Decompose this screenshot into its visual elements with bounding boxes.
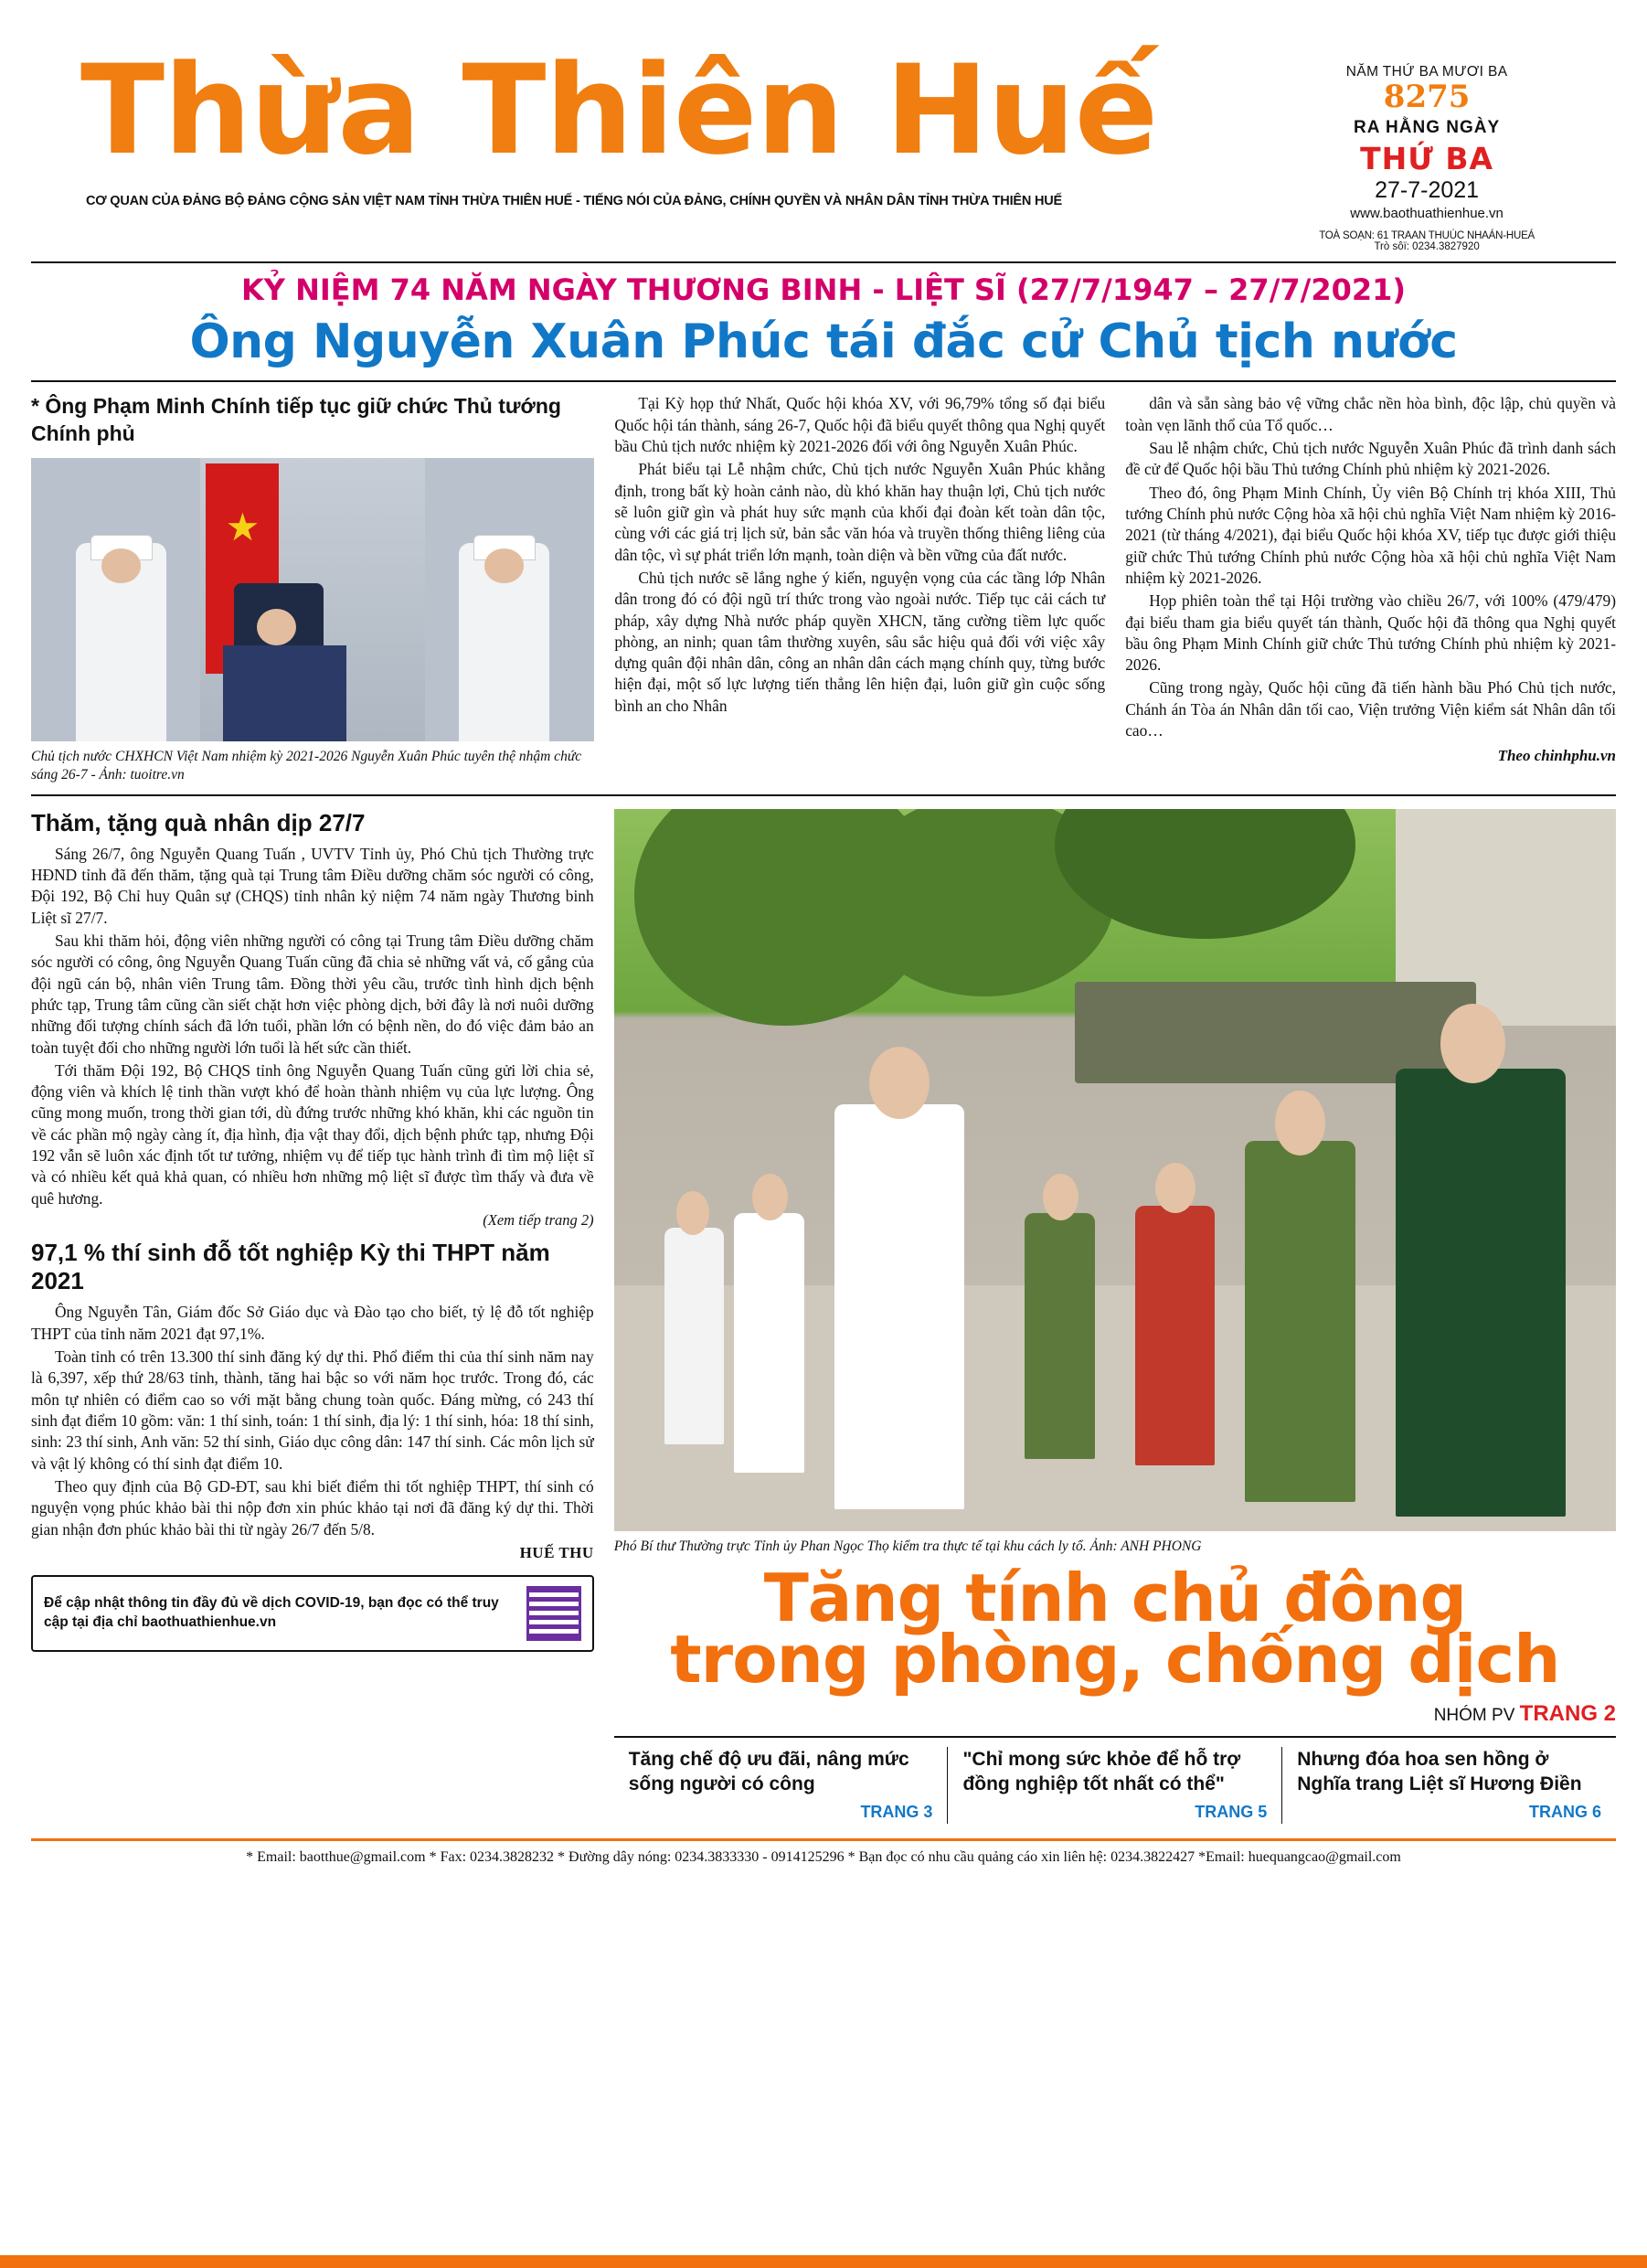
teaser-row xyxy=(614,1736,1616,1824)
story-visit-paragraph: Sáng 26/7, ông Nguyễn Quang Tuấn , UVTV Tỉnh ủy, Phó Chủ tịch Thường trực HĐND tỉnh đã đến thăm, tặng quà tại Trung tâm Điều dưỡng chăm sóc người có công, Đội 192, Bộ Chỉ huy Quân sự (CHQS) tỉnh nhân kỷ niệm 74 năm ngày Thương binh Liệt sĩ 27/7. xyxy=(31,844,594,927)
story-visit-paragraph: Sau khi thăm hỏi, động viên những người có công tại Trung tâm Điều dưỡng chăm sóc người có công, ông Nguyễn Quang Tuấn cũng đã chia sẻ những vất vả, cố gắng của đội ngũ cán bộ, nhân viên Trung tâm. Đồng thời yêu cầu, trước tình hình dịch bệnh phức tạp, Trung tâm cũng cần siết chặt hơn việc phòng dịch, bởi đây là nơi nuôi dưỡng những đối tượng chính sách đã lớn tuổi, phần lớn có bệnh nền, do đó việc đảm bảo an toàn tuyệt đối cho những người lớn tuổi là hết sức cần thiết. xyxy=(31,931,594,1057)
headline-divider xyxy=(31,380,1616,382)
publication-year-line: NĂM THỨ BA MƯƠI BA xyxy=(1345,64,1508,80)
feature-title-line-2[interactable]: trong phòng, chống dịch xyxy=(670,1621,1560,1698)
bottom-accent-bar xyxy=(0,2255,1647,2268)
story-exam-heading[interactable]: 97,1 % thí sinh đỗ tốt nghiệp Kỳ thi THPT năm 2021 xyxy=(31,1239,550,1295)
continue-note[interactable]: (Xem tiếp trang 2) xyxy=(483,1211,594,1230)
section-divider xyxy=(31,794,1616,796)
top-story-photo: ★ xyxy=(31,458,594,741)
feature-title-line-1[interactable]: Tăng tính chủ đông xyxy=(763,1559,1466,1636)
top-story-kicker: * Ông Phạm Minh Chính tiếp tục giữ chức Thủ tướng Chính phủ xyxy=(31,394,561,445)
footer-contact: * Email: baotthue@gmail.com * Fax: 0234.3828232 * Đường dây nóng: 0234.3833330 - 0914125296 * Bạn đọc có nhu cầu quảng cáo xin liên hệ: 0234.3822427 *Email: huequangcao@gmail.com xyxy=(246,1848,1401,1865)
qr-code-icon[interactable] xyxy=(526,1586,581,1641)
masthead-subtitle: CƠ QUAN CỦA ĐẢNG BỘ ĐẢNG CỘNG SẢN VIỆT NAM TỈNH THỪA THIÊN HUẾ - TIẾNG NÓI CỦA ĐẢNG, CHÍNH QUYỀN VÀ NHÂN DÂN TỈNH THỪA THIÊN HUẾ xyxy=(86,193,1062,208)
top-story-source: Theo chinhphu.vn xyxy=(1497,747,1617,765)
office-phone: Trò sôï: 0234.3827920 xyxy=(1374,241,1480,253)
top-story-paragraph: Theo đó, ông Phạm Minh Chính, Ủy viên Bộ Chính trị khóa XIII, Thủ tướng Chính phủ nước Cộng hòa xã hội chủ nghĩa Việt Nam nhiệm kỳ 2016-2021 (từ tháng 4/2021), đại biểu Quốc hội khóa XV, tiếp tục được giới thiệu giữ chức Thủ tướng Chính phủ nước Cộng hòa xã hội chủ nghĩa Việt Nam nhiệm kỳ 2021-2026. xyxy=(1125,483,1617,587)
teaser-page[interactable]: TRANG 5 xyxy=(1195,1803,1268,1822)
teaser-page[interactable]: TRANG 3 xyxy=(860,1803,933,1822)
publication-weekday: THỨ BA xyxy=(1360,141,1494,177)
teaser-text: "Chỉ mong sức khỏe để hỗ trợ đồng nghiệp tốt nhất có thể" xyxy=(962,1748,1241,1794)
top-story-paragraph: Phát biểu tại Lễ nhậm chức, Chủ tịch nước Nguyễn Xuân Phúc khẳng định, trong bất kỳ hoàn cảnh nào, dù khó khăn hay thuận lợi, Chủ tịch nước sẽ luôn giữ gìn và phát huy sức mạnh của khối đại đoàn kết toàn dân tộc, cùng với các giá trị lịch sử, bản sắc văn hóa và truyền thống thiêng liêng của dân tộc, vì sự phát triển lớn mạnh, toàn diện và bền vững của đất nước. xyxy=(614,460,1106,564)
covid-info-box xyxy=(31,1575,594,1652)
right-column xyxy=(614,809,1616,1824)
publication-frequency: RA HẰNG NGÀY xyxy=(1354,118,1501,138)
top-story-paragraph: Sau lễ nhậm chức, Chủ tịch nước Nguyễn Xuân Phúc đã trình danh sách đề cử để Quốc hội bầu Thủ tướng Chính phủ nhiệm kỳ 2021-2026. xyxy=(1125,439,1617,479)
teaser-text: Tăng chế độ ưu đãi, nâng mức sống người có công xyxy=(628,1748,909,1794)
top-story-paragraph: Cũng trong ngày, Quốc hội cũng đã tiến hành bầu Phó Chủ tịch nước, Chánh án Tòa án Nhân dân tối cao, Viện trưởng Viện kiểm sát Nhân dân tối cao… xyxy=(1125,678,1617,740)
website-url[interactable]: www.baothuathienhue.vn xyxy=(1350,206,1504,222)
teaser-item[interactable] xyxy=(947,1747,1281,1824)
feature-credit xyxy=(614,1701,1616,1727)
story-exam-paragraph: Toàn tỉnh có trên 13.300 thí sinh đăng ký dự thi. Phổ điểm thi của thí sinh năm nay là 6,397, xếp thứ 28/63 tỉnh, thành, tăng hai bậc so với năm học trước. Trong đó, các môn tự nhiên có điểm cao so với mặt bằng chung toàn quốc. Đáng mừng, có 243 thí sinh đạt điểm 10 gồm: văn: 1 thí sinh, toán: 1 thí sinh, địa lý: 1 thí sinh, hóa: 18 thí sinh, sinh: 23 thí sinh, Anh văn: 52 thí sinh, Giáo dục công dân: 147 thí sinh. Các môn lịch sử và vật lý không có thí sinh đạt điểm 10. xyxy=(31,1347,594,1473)
masthead-left xyxy=(31,22,1238,208)
top-story xyxy=(31,393,1616,784)
story-exam-paragraph: Theo quy định của Bộ GD-ĐT, sau khi biết điểm thi tốt nghiệp THPT, thí sinh có nguyện vọng phúc khảo bài thi nộp đơn xin phúc khảo tại nơi đã đăng ký dự thi. Thời gian nhận đơn phúc khảo bài thi từ ngày 26/7 đến 5/8. xyxy=(31,1476,594,1539)
teaser-text: Nhưng đóa hoa sen hồng ở Nghĩa trang Liệt sĩ Hương Điền xyxy=(1297,1748,1582,1794)
teaser-item[interactable] xyxy=(1281,1747,1616,1824)
top-story-column-2 xyxy=(614,393,1105,784)
lower-section xyxy=(31,809,1616,1824)
top-story-column-1 xyxy=(31,393,594,784)
left-column xyxy=(31,809,594,1824)
teaser-page[interactable]: TRANG 6 xyxy=(1528,1803,1601,1822)
top-story-column-3 xyxy=(1125,393,1616,784)
newspaper-title: Thừa Thiên Huế xyxy=(80,38,1158,182)
publication-date: 27-7-2021 xyxy=(1375,177,1480,204)
masthead-right xyxy=(1238,22,1616,252)
top-story-paragraph: Họp phiên toàn thể tại Hội trường vào chiều 26/7, với 100% (479/479) đại biểu tham gia biểu quyết tán thành, Quốc hội đã thông qua Nghị quyết bầu ông Phạm Minh Chính giữ chức Thủ tướng Chính phủ nhiệm kỳ 2021-2026. xyxy=(1125,591,1617,675)
story-exam-byline: HUẾ THU xyxy=(519,1543,594,1561)
feature-photo-caption: Phó Bí thư Thường trực Tỉnh ủy Phan Ngọc Thọ kiểm tra thực tế tại khu cách ly tổ. Ảnh: ANH PHONG xyxy=(613,1538,1202,1554)
feature-page-ref[interactable]: TRANG 2 xyxy=(1519,1700,1616,1726)
story-visit-paragraph: Tới thăm Đội 192, Bộ CHQS tỉnh ông Nguyễn Quang Tuấn cũng gửi lời chia sẻ, động viên và khích lệ tinh thần vượt khó để hoàn thành nhiệm vụ của lực lượng. Ông cũng mong muốn, trong thời gian tới, dù đứng trước những khó khăn, khi các nguồn tin về các phần mộ ngày càng ít, địa hình, địa vật thay đổi, dịch bệnh phức tạp, nhưng Đội 192 vẫn sẽ luôn xác định tốt tư tưởng, nhiệm vụ để tiếp tục hành trình đi tìm mộ liệt sĩ và có nhiều kết quả khả quan, có nhiều hơn những mộ liệt sĩ được tìm thấy và đưa về quê hương. xyxy=(31,1060,594,1208)
top-story-paragraph: dân và sẵn sàng bảo vệ vững chắc nền hòa bình, độc lập, chủ quyền và toàn vẹn lãnh thổ của Tổ quốc… xyxy=(1125,394,1617,434)
top-story-photo-caption: Chủ tịch nước CHXHCN Việt Nam nhiệm kỳ 2021-2026 Nguyễn Xuân Phúc tuyên thệ nhậm chức sáng 26-7 - Ảnh: tuoitre.vn xyxy=(31,749,582,783)
covid-info-text: Để cập nhật thông tin đầy đủ về dịch COVID-19, bạn đọc có thể truy cập tại địa chỉ baothuathienhue.vn xyxy=(44,1594,499,1630)
teaser-item[interactable] xyxy=(614,1747,948,1824)
story-exam-paragraph: Ông Nguyễn Tân, Giám đốc Sở Giáo dục và Đào tạo cho biết, tỷ lệ đỗ tốt nghiệp THPT của tỉnh năm 2021 đạt 97,1%. xyxy=(31,1303,594,1343)
issue-number: 8275 xyxy=(1383,79,1471,115)
masthead xyxy=(31,22,1616,252)
anniversary-banner: KỶ NIỆM 74 NĂM NGÀY THƯƠNG BINH - LIỆT SĨ (27/7/1947 – 27/7/2021) xyxy=(240,272,1407,308)
office-address: TOÀ SOẠN: 61 TRAAN THUÚC NHAÁN-HUEÁ xyxy=(1319,230,1535,242)
story-visit-heading[interactable]: Thăm, tặng quà nhân dịp 27/7 xyxy=(31,808,366,836)
top-story-paragraph: Tại Kỳ họp thứ Nhất, Quốc hội khóa XV, với 96,79% tổng số đại biểu Quốc hội tán thành, sáng 26-7, Quốc hội đã biểu quyết thông qua Nghị quyết bầu Chủ tịch nước nhiệm kỳ 2021-2026 đối với ông Nguyễn Xuân Phúc. xyxy=(614,394,1106,456)
main-headline[interactable]: Ông Nguyễn Xuân Phúc tái đắc cử Chủ tịch nước xyxy=(189,314,1458,370)
feature-photo xyxy=(614,809,1616,1531)
top-story-paragraph: Chủ tịch nước sẽ lắng nghe ý kiến, nguyện vọng của các tầng lớp Nhân dân trong đó có đội ngũ trí thức trong vào ngoài nước. Tiếp tục cải cách tư pháp, xây dựng Nhà nước pháp quyền XHCN, tăng cường tiềm lực quốc phòng, an ninh; quan tâm thường xuyên, sâu sắc hiệu quả đối với việc xây dựng quân đội nhân dân, công an nhân dân cách mạng chính quy, từng bước hiện đại, một số lực lượng tiến thẳng lên hiện đại, luôn giữ gìn cuộc sống bình an cho Nhân xyxy=(614,568,1106,715)
feature-credit-group: NHÓM PV xyxy=(1433,1705,1515,1725)
